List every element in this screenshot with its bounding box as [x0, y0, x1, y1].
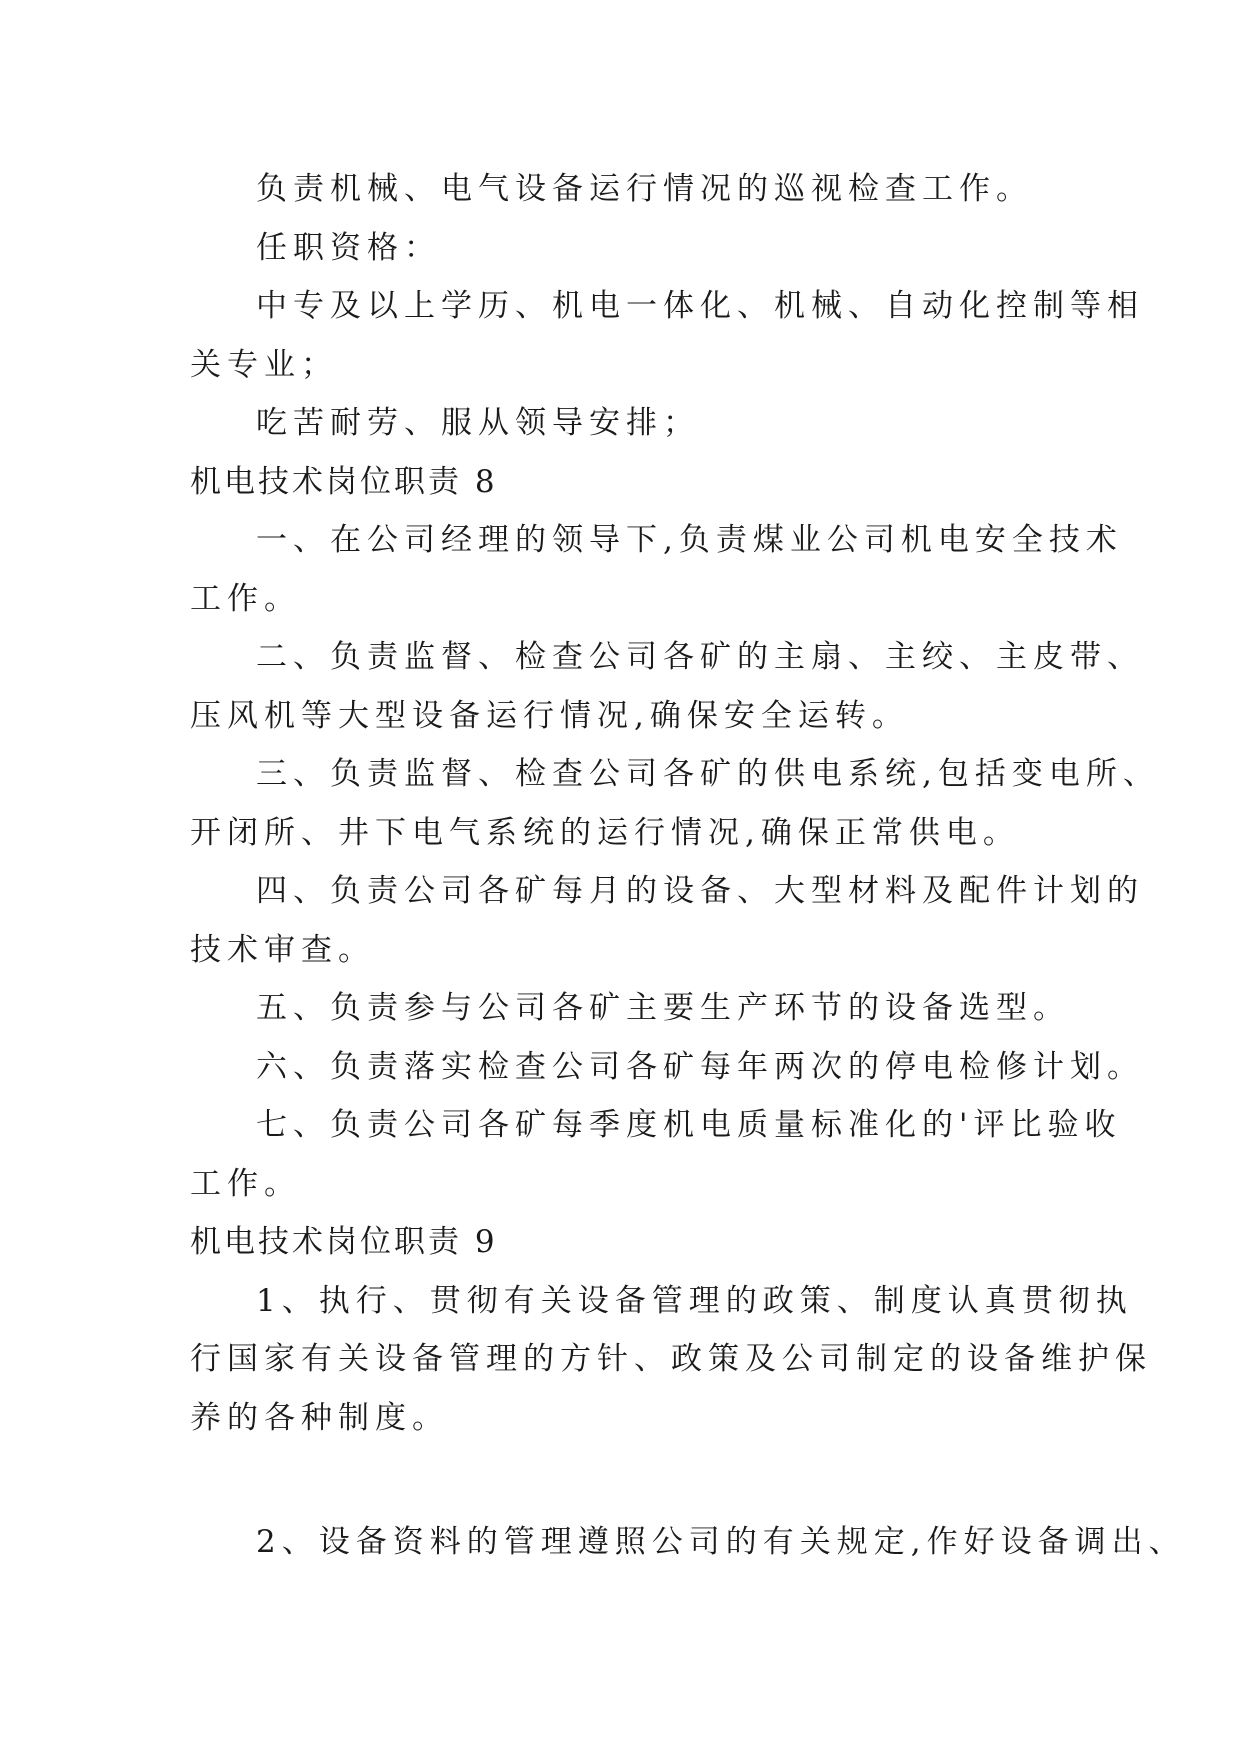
paragraph-line: 2、设备资料的管理遵照公司的有关规定,作好设备调出、: [256, 1524, 1186, 1560]
paragraph-line: 六、负责落实检查公司各矿每年两次的停电检修计划。: [256, 1048, 1144, 1085]
section-heading: 机电技术岗位职责 9: [190, 1224, 498, 1260]
paragraph-line: 1、执行、贯彻有关设备管理的政策、制度认真贯彻执: [256, 1282, 1133, 1319]
paragraph-line: 压风机等大型设备运行情况,确保安全运转。: [190, 697, 909, 734]
paragraph-line: 五、负责参与公司各矿主要生产环节的设备选型。: [256, 990, 1070, 1026]
paragraph-line: 中专及以上学历、机电一体化、机械、自动化控制等相: [256, 288, 1144, 324]
paragraph-line: 关专业；: [190, 346, 338, 383]
document-body: [190, 160, 1186, 1572]
paragraph-line: 养的各种制度。: [190, 1399, 449, 1436]
paragraph-line: 行国家有关设备管理的方针、政策及公司制定的设备维护保: [190, 1341, 1152, 1377]
paragraph-line: 技术审查。: [190, 931, 375, 968]
paragraph-line: 负责机械、电气设备运行情况的巡视检查工作。: [256, 171, 1033, 207]
paragraph-line: 一、在公司经理的领导下,负责煤业公司机电安全技术: [256, 522, 1123, 558]
paragraph-line: 工作。: [190, 580, 301, 617]
paragraph-line: 开闭所、井下电气系统的运行情况,确保正常供电。: [190, 814, 1020, 851]
paragraph-line: 三、负责监督、检查公司各矿的供电系统,包括变电所、: [256, 756, 1160, 792]
paragraph-line: 二、负责监督、检查公司各矿的主扇、主绞、主皮带、: [256, 639, 1144, 675]
paragraph-line: 工作。: [190, 1165, 301, 1202]
paragraph-line: 四、负责公司各矿每月的设备、大型材料及配件计划的: [256, 873, 1144, 909]
paragraph-line: 吃苦耐劳、服从领导安排；: [256, 405, 700, 441]
paragraph-gap: [190, 1447, 1070, 1513]
paragraph-line: 七、负责公司各矿每季度机电质量标准化的'评比验收: [256, 1107, 1122, 1143]
paragraph-line: 任职资格：: [256, 229, 441, 266]
section-heading: 机电技术岗位职责 8: [190, 463, 498, 500]
